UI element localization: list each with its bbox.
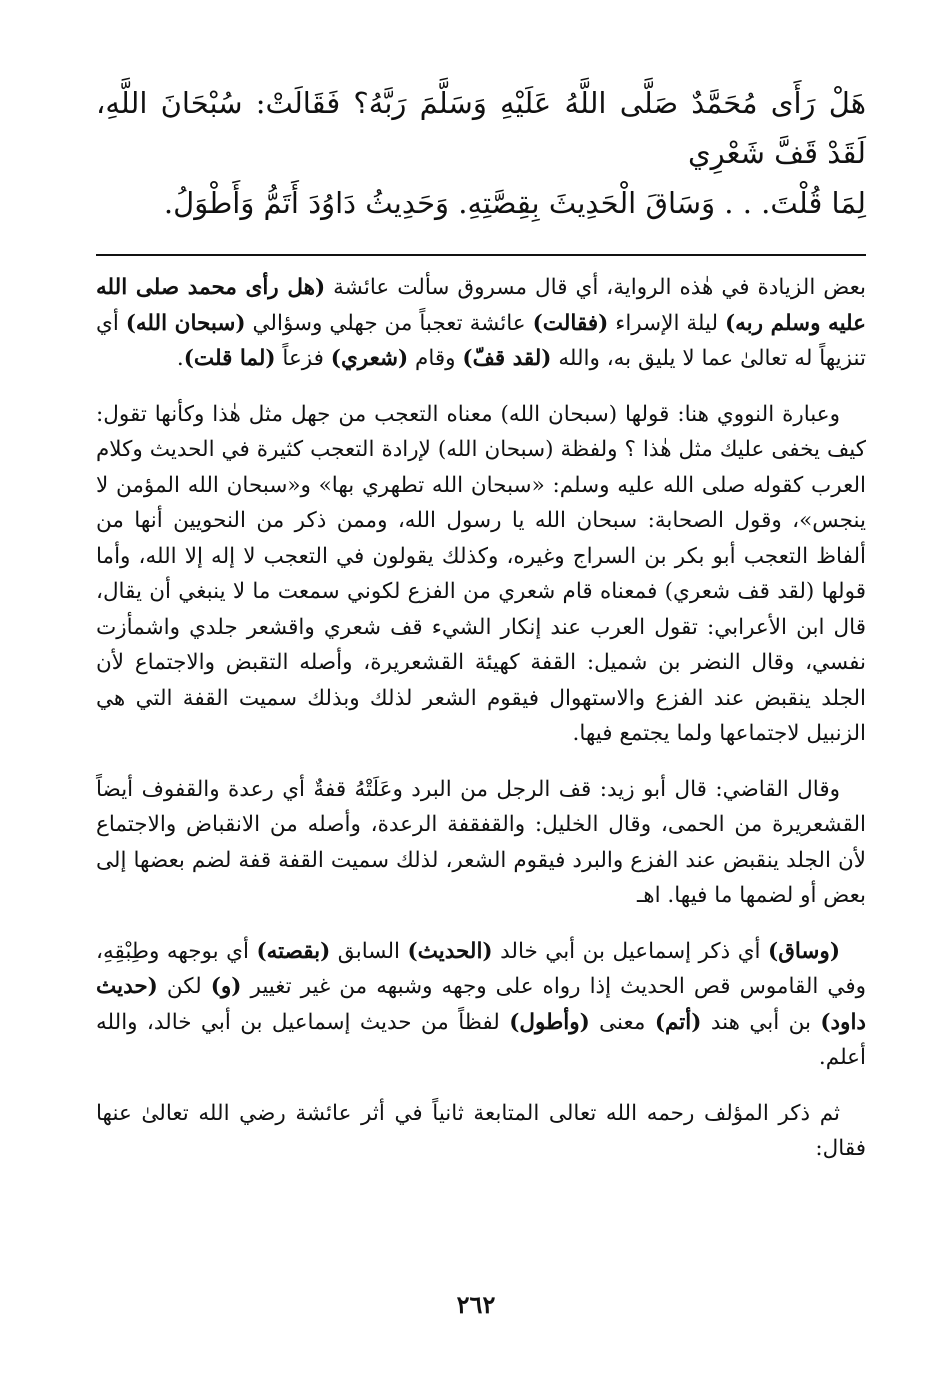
text-run: أي ذكر إسماعيل بن أبي خالد <box>492 938 769 964</box>
commentary-paragraph-1 <box>96 270 866 377</box>
hadith-line-1: هَلْ رَأَى مُحَمَّدٌ صَلَّى اللَّهُ عَلَيْهِ وَسَلَّمَ رَبَّهُ؟ فَقَالَتْ: سُبْحَانَ اللَّهِ، لَقَدْ قَفَّ شَعْرِي <box>96 86 866 170</box>
bold-quote: (وأطول) <box>509 1009 590 1035</box>
text-run: عائشة تعجباً من جهلي وسؤالي <box>245 310 533 336</box>
text-run: لفظاً من حديث إسماعيل بن أبي خالد، والله أعلم. <box>96 1009 866 1070</box>
text-run: بن أبي هند <box>701 1009 821 1035</box>
bold-quote: (أتم) <box>654 1009 702 1035</box>
text-run: بعض الزيادة في هٰذه الرواية، أي قال مسروق سألت عائشة <box>325 275 866 300</box>
text-run: أي بوجهه وطِبْقِهِ، وفي القاموس قص الحديث إذا رواه على وجهه وشبهه من غير تغيير <box>96 938 866 999</box>
footnote-divider <box>96 254 866 256</box>
commentary-paragraph-4 <box>96 934 866 1076</box>
commentary-paragraph-2: وعبارة النووي هنا: قولها (سبحان الله) معناه التعجب من جهل مثل هٰذا وكأنها تقول: كيف يخفى عليك مثل هٰذا ؟ ولفظة (سبحان الله) لإرادة التعجب كثيرة في الحديث وكلام العرب كقوله صلى الله عليه وسلم: «سبحان الله تطهري بها» و«سبحان الله المؤمن لا ينجس»، وقول الصحابة: سبحان الله يا رسول الله، وممن ذكر من النحويين أنها من ألفاظ التعجب أبو بكر بن السراج وغيره، وكذلك يقولون في التعجب لا إله إلا الله، وأما قولها (لقد قف شعري) فمعناه قام شعري من الفزع لكوني سمعت ما لا ينبغي أن يقال، قال ابن الأعرابي: تقول العرب عند إنكار الشيء قف شعري واقشعر جلدي واشمأزت نفسي، وقال النضر بن شميل: القفة كهيئة القشعريرة، وأصله التقبض والاجتماع لأن الجلد ينقبض عند الفزع والاستهوال فيقوم الشعر لذلك وبذلك سميت القفة التي هي الزنبيل لاجتماعها ولما يجتمع فيها. <box>96 401 866 746</box>
text-run: فزعاً <box>275 346 331 371</box>
bold-quote: (بقصته) <box>256 938 331 964</box>
bold-quote: (و) <box>210 974 242 999</box>
text-run: ليلة الإسراء <box>608 310 725 336</box>
text-run: لكن <box>157 974 211 999</box>
page-number: ٢٦٢ <box>456 1290 496 1319</box>
bold-quote: (شعري) <box>330 346 409 371</box>
bold-quote: (لقد قفّ) <box>462 346 552 371</box>
text-run: . <box>176 346 184 371</box>
bold-quote: (لما قلت) <box>183 346 276 371</box>
commentary-paragraph-3: وقال القاضي: قال أبو زيد: قف الرجل من البرد وعَلَتْهُ قفةٌ أي رعدة والقفوف أيضاً القشعريرة من الحمى، وقال الخليل: والقفقفة الرعدة، وأصله من الانقباض والاجتماع لأن الجلد ينقبض عند الفزع والبرد فيقوم الشعر، لذلك سميت القفة قفة لضم بعضها إلى بعض أو لضمها ما فيها. اهـ <box>96 776 866 908</box>
bold-quote: (الحديث) <box>407 938 493 964</box>
bold-quote: (سبحان الله) <box>125 310 246 336</box>
commentary <box>96 270 866 1167</box>
bold-quote: (حديث داود) <box>96 974 866 1035</box>
text-run: أي تنزيهاً له تعالىٰ عما لا يليق به، والله <box>96 310 866 371</box>
text-run: السابق <box>330 938 408 964</box>
commentary-paragraph-5: ثم ذكر المؤلف رحمه الله تعالى المتابعة ثانياً في أثر عائشة رضي الله تعالىٰ عنها فقال: <box>96 1100 866 1161</box>
hadith-text <box>96 78 866 228</box>
text-run: وقام <box>408 346 463 371</box>
text-run: معنى <box>589 1009 655 1035</box>
bold-quote: (هل رأى محمد صلى الله عليه وسلم ربه) <box>96 275 866 336</box>
bold-quote: (فقالت) <box>532 310 609 336</box>
hadith-line-2: لِمَا قُلْتَ. . . وَسَاقَ الْحَدِيثَ بِقِصَّتِهِ. وَحَدِيثُ دَاوُدَ أَتَمُّ وَأَطْوَلُ. <box>163 186 866 220</box>
bold-quote: (وساق) <box>768 938 840 964</box>
